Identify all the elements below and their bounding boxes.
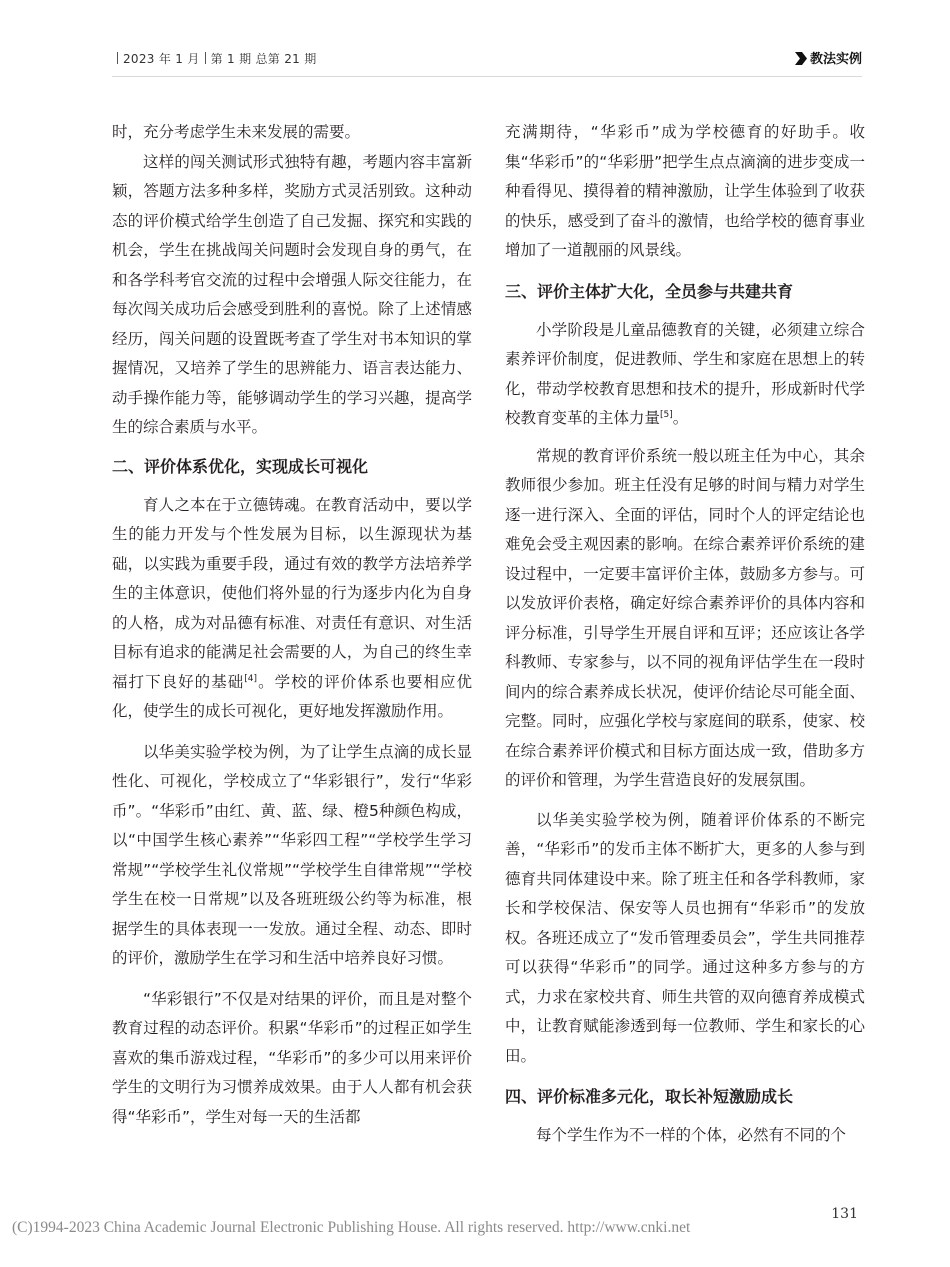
paragraph: 每个学生作为不一样的个体，必然有不同的个 (536, 1126, 847, 1144)
section-heading: 三、评价主体扩大化，全员参与共建共育 (505, 281, 794, 301)
paragraph (112, 491, 472, 727)
arrow-mark-icon (795, 52, 807, 65)
divider (117, 52, 118, 64)
issue-date: 2023 年 1 月 (123, 52, 200, 66)
section-title: 教法实例 (809, 52, 862, 67)
paragraph-text: 小学阶段是儿童品德教育的关键，必须建立综合素养评价制度，促进教师、学生和家庭在思想上的转化，带动学校教育思想和技术的提升，形成新时代学校教育变革的主体力量 (505, 320, 865, 427)
paragraph: 以华美实验学校为例，为了让学生点滴的成长显性化、可视化，学校成立了“华彩银行”，发行“华彩币”。“华彩币”由红、黄、蓝、绿、橙5种颜色构成，以“中国学生核心素养”“华彩四工程”“学校学生学习常规”“学校学生礼仪常规”“学校学生自律常规”“学校学生在校一日常规”以及各班班级公约等为标准，根据学生的具体表现一一发放。通过全程、动态、即时的评价，激励学生在学习和生活中培养良好习惯。 (112, 742, 472, 967)
section-heading: 四、评价标准多元化，取长补短激励成长 (505, 1087, 794, 1106)
paragraph: 常规的教育评价系统一般以班主任为中心，其余教师很少参加。班主任没有足够的时间与精力对学生逐一进行深入、全面的评估，同时个人的评定结论也难免会受主观因素的影响。在综合素养评价系统的建设过程中，一定要丰富评价主体，鼓励多方参与。可以发放评价表格，确定好综合素养评价的具体内容和评分标准，引导学生开展自评和互评；还应该让各学科教师、专家参与，以不同的视角评估学生在一段时间内的综合素养成长状况，使评价结论尽可能全面、完整。同时，应强化学校与家庭间的联系，使家、校在综合素养评价模式和目标方面达成一致，借助多方的评价和管理，为学生营造良好的发展氛围。 (505, 446, 865, 789)
paragraph-text: 育人之本在于立德铸魂。在教育活动中，要以学生的能力开发与个性发展为目标，以生源现状为基础，以实践为重要手段，通过有效的教学方法培养学生的主体意识，使他们将外显的行为逐步内化为自身的人格，成为对品德有标准、对责任有意识、对生活目标有追求的能满足社会需要的人，为自己的终生幸福打下良好的基础 (112, 495, 472, 691)
journal-issue-info (112, 50, 317, 67)
right-column (505, 118, 865, 1151)
citation-ref: [5] (660, 410, 673, 420)
paragraph (505, 316, 865, 434)
paragraph: 以华美实验学校为例，随着评价体系的不断完善，“华彩币”的发币主体不断扩大，更多的人参与到德育共同体建设中来。除了班主任和各学科教师，家长和学校保洁、保安等人员也拥有“华彩币”的发放权。各班还成立了“发币管理委员会”，学生共同推荐可以获得“华彩币”的同学。通过这种多方参与的方式，力求在家校共育、师生共管的双向德育养成模式中，让教育赋能渗透到每一位教师、学生和家长的心田。 (505, 810, 865, 1065)
section-label (795, 48, 862, 67)
paragraph-text: 。 (672, 409, 689, 427)
divider (205, 52, 206, 64)
paragraph-text: 。学校的评价体系也要相应优化，使学生的成长可视化，更好地发挥激励作用。 (112, 672, 472, 720)
paragraph: 充满期待，“华彩币”成为学校德育的好助手。收集“华彩币”的“华彩册”把学生点点滴滴的进步变成一种看得见、摸得着的精神激励，让学生体验到了收获的快乐，感受到了奋斗的激情，也给学校的德育事业增加了一道靓丽的风景线。 (505, 123, 865, 259)
section-heading: 二、评价体系优化，实现成长可视化 (112, 456, 369, 476)
paragraph: 时，充分考虑学生未来发展的需要。 (112, 123, 361, 141)
page-header (112, 48, 862, 70)
left-column (112, 118, 472, 1132)
page-number: 131 (831, 1206, 858, 1222)
header-rule (112, 76, 862, 77)
paragraph: 这样的闯关测试形式独特有趣，考题内容丰富新颖，答题方法多种多样，奖励方式灵活别致。这种动态的评价模式给学生创造了自己发掘、探究和实践的机会，学生在挑战闯关问题时会发现自身的勇气，在和各学科考官交流的过程中会增强人际交往能力，在每次闯关成功后会感受到胜利的喜悦。除了上述情感经历，闯关问题的设置既考查了学生对书本知识的掌握情况，又培养了学生的思辨能力、语言表达能力、动手操作能力等，能够调动学生的学习兴趣，提高学生的综合素质与水平。 (112, 152, 472, 436)
issue-number: 第 1 期 总第 21 期 (210, 52, 317, 66)
copyright-notice: (C)1994-2023 China Academic Journal Electronic Publishing House. All rights reserved. http://www.cnki.net (12, 1219, 691, 1236)
citation-ref: [4] (244, 673, 258, 684)
paragraph: “华彩银行”不仅是对结果的评价，而且是对整个教育过程的动态评价。积累“华彩币”的过程正如学生喜欢的集币游戏过程，“华彩币”的多少可以用来评价学生的文明行为习惯养成效果。由于人人都有机会获得“华彩币”，学生对每一天的生活都 (112, 989, 472, 1126)
